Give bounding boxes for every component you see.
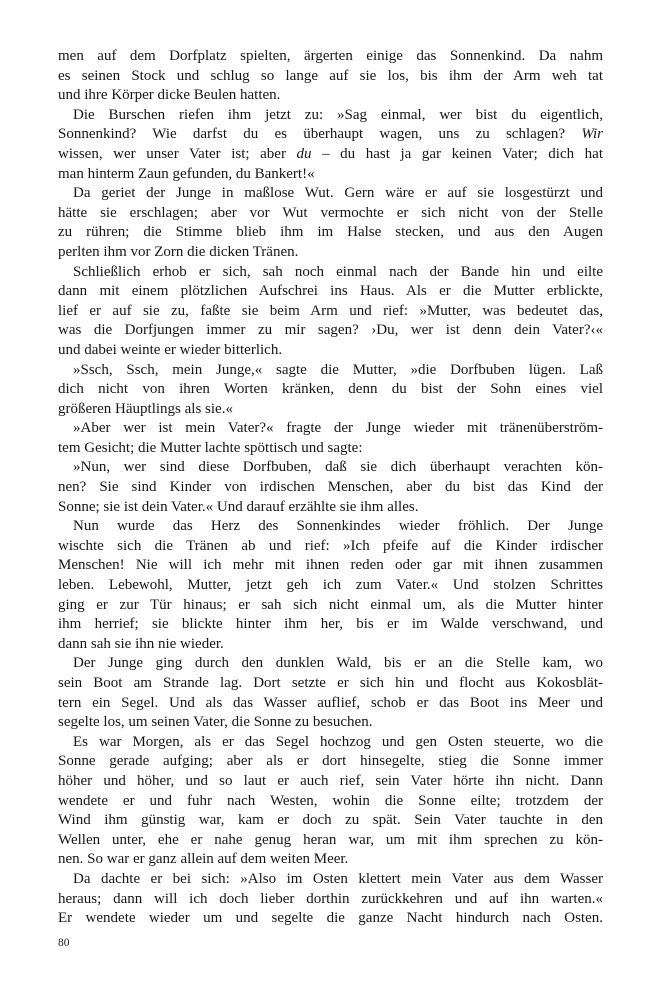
text-line: Da geriet der Junge in maßlose Wut. Gern wäre er auf sie losgestürzt und	[73, 185, 603, 202]
text-segment: – du hast ja gar keinen Vater; dich hat	[311, 145, 603, 162]
text-line: wischte sich die Tränen ab und rief: »Ich pfeife auf die Kinder irdischer	[58, 537, 603, 554]
text-line: Da dachte er bei sich: »Also im Osten klettert mein Vater aus dem Wasser	[73, 870, 603, 887]
text-line: Menschen! Nie will ich mehr mit ihnen reden oder gar mit ihnen zusammen	[58, 557, 603, 574]
text-line: was die Dorfjungen immer zu mir sagen? ›Du, wer ist denn dein Vater?‹«	[58, 322, 603, 339]
text-line: heraus; dann will ich doch lieber dorthin zurückkehren und auf ihn warten.«	[58, 890, 603, 907]
text-line: man hinterm Zaun gefunden, du Bankert!«	[58, 165, 315, 182]
page-number: 80	[58, 937, 70, 949]
text-line: Die Burschen riefen ihm jetzt zu: »Sag einmal, wer bist du eigentlich,	[73, 106, 603, 123]
text-line: höher und höher, und so laut er auch rief, sein Vater hörte ihn nicht. Dann	[58, 772, 603, 789]
text-line: »Nun, wer sind diese Dorfbuben, daß sie dich überhaupt verachten kön-	[73, 459, 603, 476]
text-line	[58, 125, 603, 145]
text-line: dann mit einem plötzlichen Aufschrei ins Haus. Als er die Mutter erblickte,	[58, 283, 603, 300]
text-line: »Ssch, Ssch, mein Junge,« sagte die Mutter, »die Dorfbuben lügen. Laß	[73, 361, 603, 378]
text-line: perlten ihm vor Zorn die dicken Tränen.	[58, 243, 299, 260]
text-line: Sonne gerade aufging; aber als er dort hinsegelte, stieg die Sonne immer	[58, 753, 603, 770]
text-line: men auf dem Dorfplatz spielten, ärgerten einige das Sonnenkind. Da nahm	[58, 48, 603, 64]
text-line: lief er auf sie zu, faßte sie beim Arm und rief: »Mutter, was bedeutet das,	[58, 302, 603, 319]
text-line: hätte sie erschlagen; aber vor Wut vermochte er sich nicht von der Stelle	[58, 204, 603, 221]
italic-text: Wir	[581, 126, 603, 143]
text-line: Nun wurde das Herz des Sonnenkindes wieder fröhlich. Der Junge	[73, 518, 603, 535]
text-segment: wissen, wer unser Vater ist; aber	[58, 145, 297, 162]
text-line: Schließlich erhob er sich, sah noch einmal nach der Bande hin und eilte	[73, 263, 603, 280]
text-segment: Sonnenkind? Wie darfst du es überhaupt wagen, uns zu schlagen?	[58, 126, 582, 143]
text-line: leben. Lebewohl, Mutter, jetzt geh ich zum Vater.« Und stolzen Schrittes	[58, 577, 603, 594]
text-line: sein Boot am Strande lag. Dort setzte er sich hin und flocht aus Kokosblät-	[58, 675, 603, 691]
text-line: tem Gesicht; die Mutter lachte spöttisch und sagte:	[58, 439, 363, 456]
text-line: Er wendete wieder um und segelte die ganze Nacht hindurch nach Osten.	[58, 910, 603, 927]
text-line: größeren Häuptlings als sie.«	[58, 400, 233, 417]
text-line	[58, 145, 603, 165]
text-line: nen. So war er ganz allein auf dem weiten Meer.	[58, 851, 349, 868]
text-line: Sonne; sie ist dein Vater.« Und darauf erzählte sie ihm alles.	[58, 498, 419, 515]
text-line: Wellen unter, ehe er nahe genug heran war, um mit ihm sprechen zu kön-	[58, 831, 603, 848]
text-line: dann sah sie ihn nie wieder.	[58, 635, 224, 652]
italic-text: du	[296, 145, 312, 162]
text-line: und ihre Körper dicke Beulen hatten.	[58, 87, 281, 104]
text-line: Wind ihm günstig war, kam er doch zu spät. Sein Vater tauchte in den	[58, 812, 603, 829]
text-line: und dabei weinte er wieder bitterlich.	[58, 341, 283, 358]
text-line: Es war Morgen, als er das Segel hochzog und gen Osten steuerte, wo die	[73, 733, 603, 750]
text-line: ihm herrief; sie blickte hinter ihm her, bis er im Walde verschwand, und	[58, 616, 603, 633]
text-line: dich nicht von ihren Worten kränken, denn du bist der Sohn eines viel	[58, 381, 603, 398]
text-line: wendete er und fuhr nach Westen, wohin die Sonne eilte; trotzdem der	[58, 792, 603, 809]
text-line: es seinen Stock und schlug so lange auf sie los, bis ihm der Arm weh tat	[58, 67, 603, 84]
text-line: segelte los, um seinen Vater, die Sonne zu besuchen.	[58, 714, 373, 731]
text-line: »Aber wer ist mein Vater?« fragte der Junge wieder mit tränenüberström-	[73, 420, 603, 437]
text-line: ging er zur Tür hinaus; er sah sich nicht einmal um, als die Mutter hinter	[58, 596, 603, 613]
text-line: nen? Sie sind Kinder von irdischen Menschen, aber du bist das Kind der	[58, 479, 603, 496]
text-line: tern ein Segel. Und als das Wasser auflief, schob er das Boot ins Meer und	[58, 694, 603, 711]
text-line: zu rühren; die Stimme blieb ihm im Halse stecken, und aus den Augen	[58, 224, 603, 241]
text-block	[58, 47, 603, 929]
text-line: Der Junge ging durch den dunklen Wald, bis er an die Stelle kam, wo	[73, 655, 603, 672]
